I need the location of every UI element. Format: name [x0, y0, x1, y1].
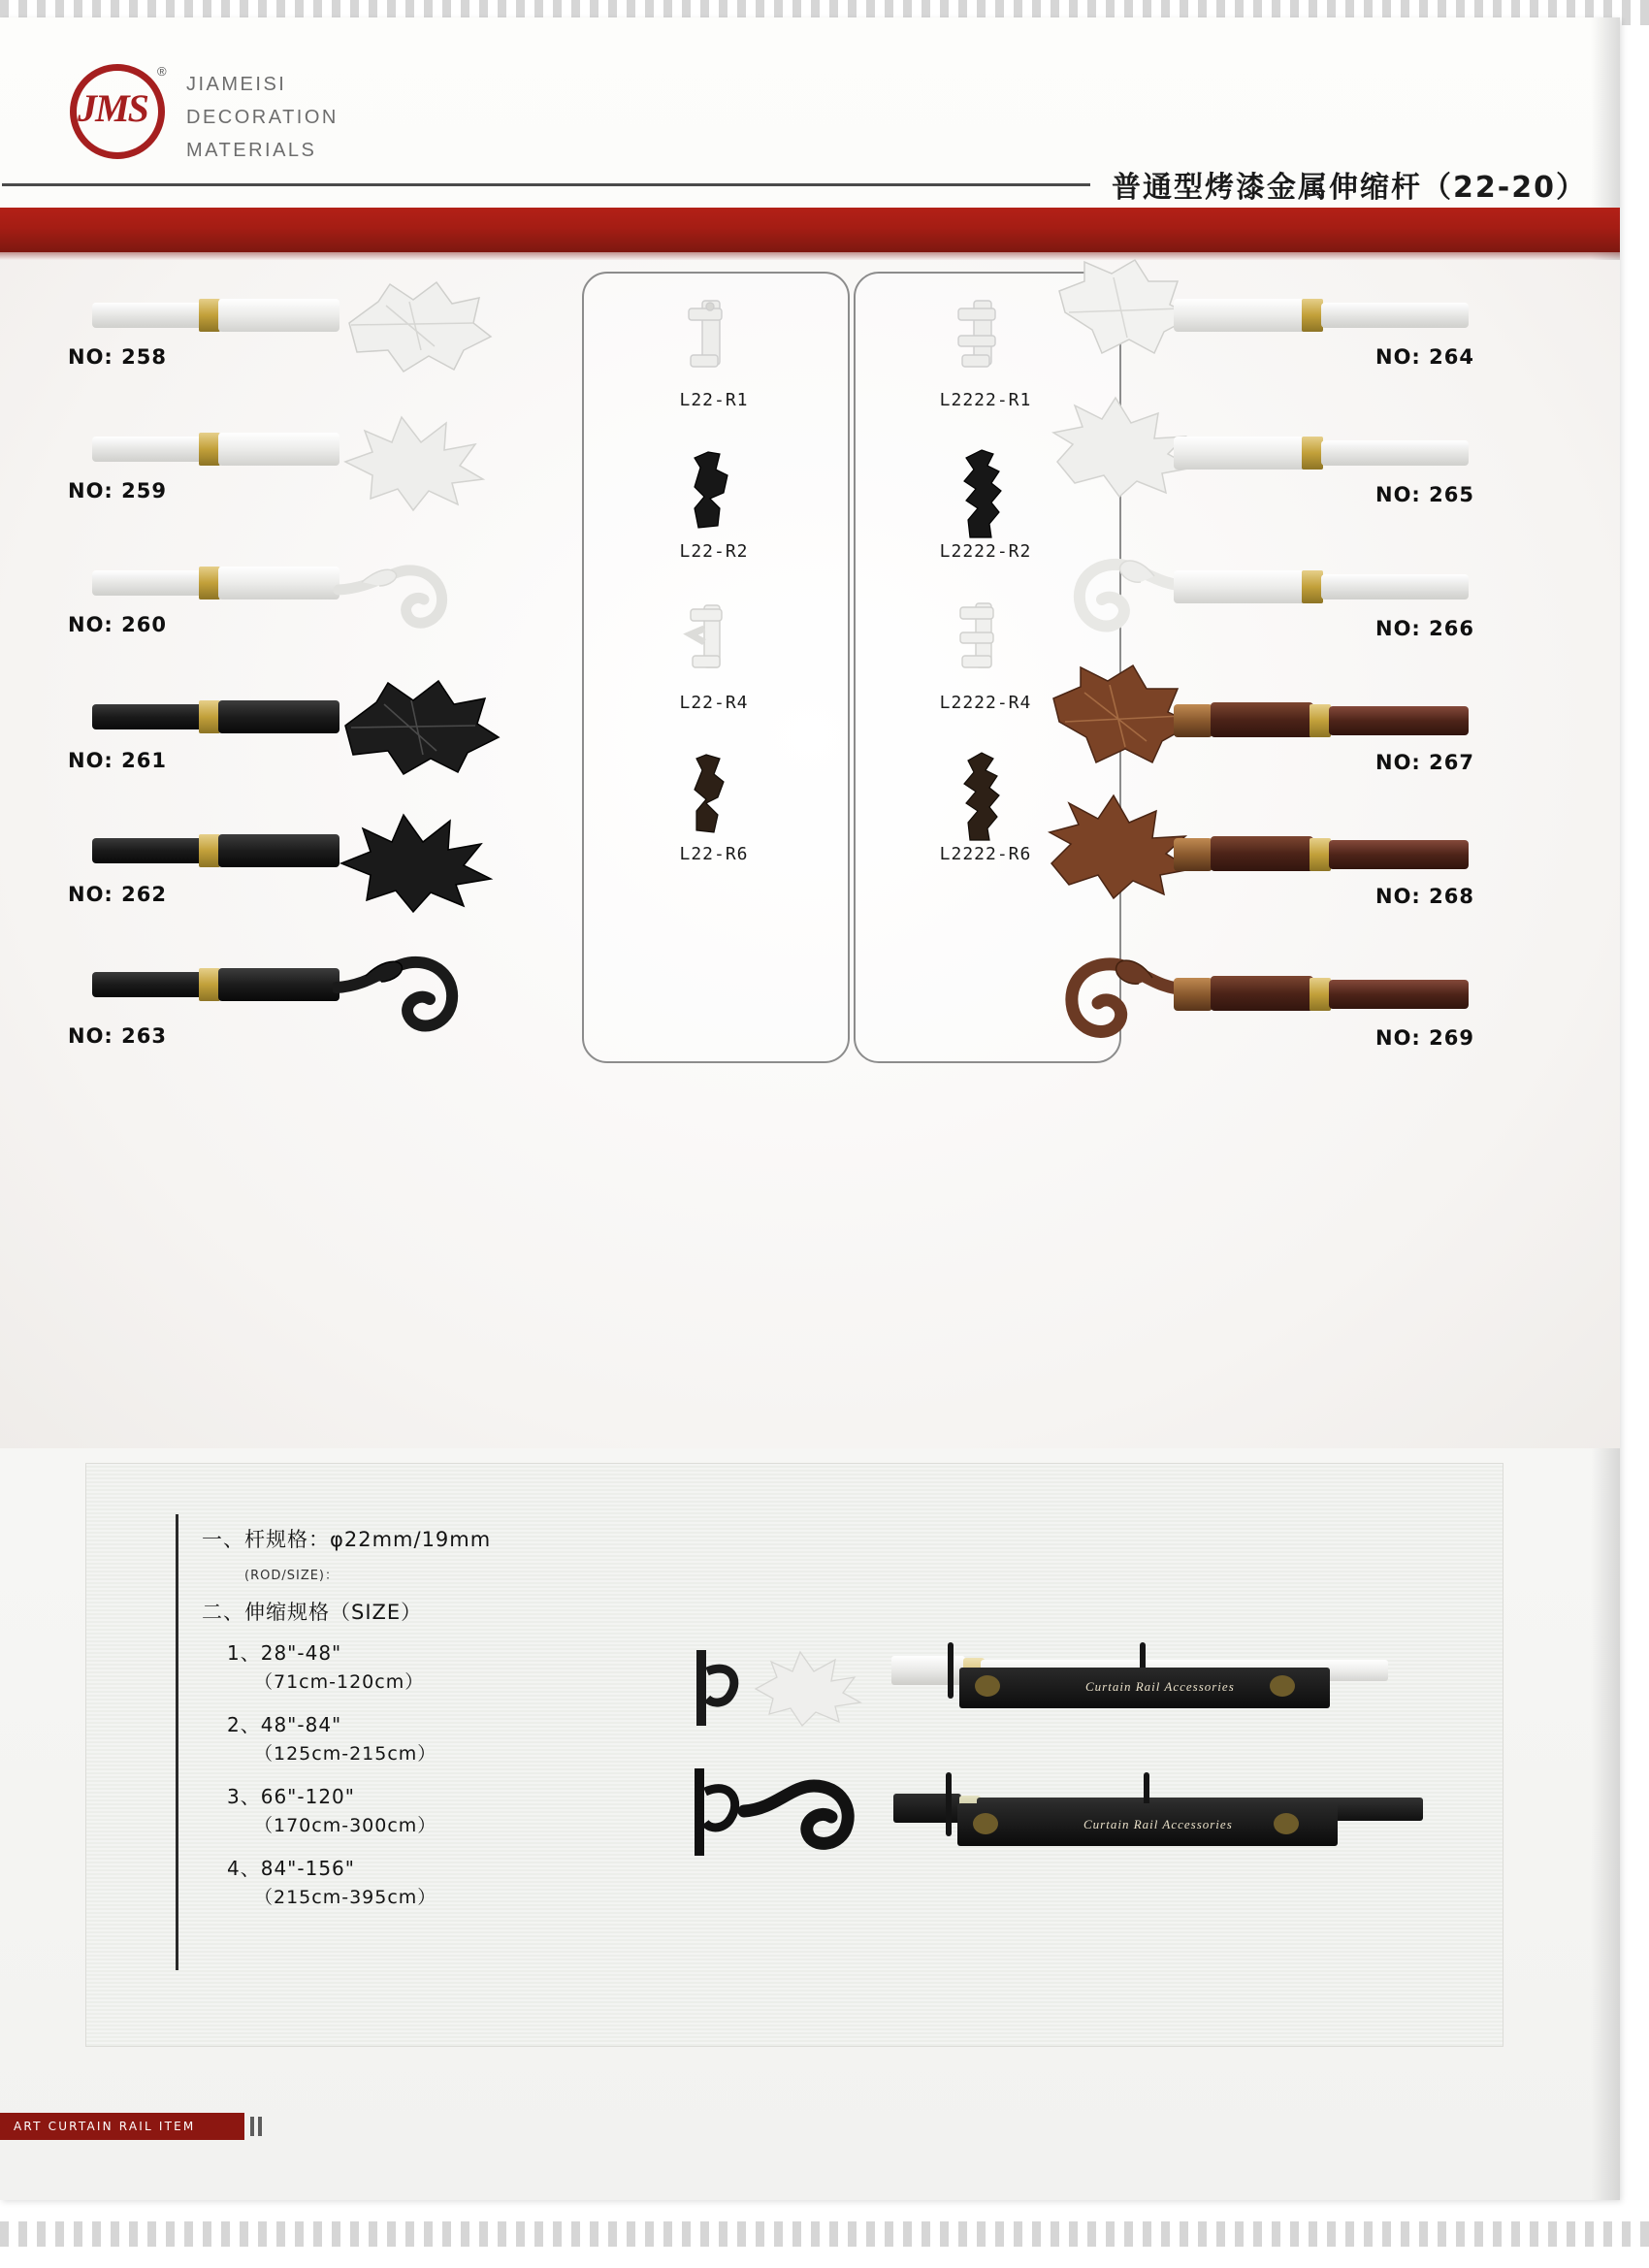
size-item-3-inch: 3、66"-120": [227, 1785, 355, 1808]
size-item-2-inch: 2、48"-84": [227, 1713, 342, 1736]
brand-name-line-1: JIAMEISI: [186, 74, 287, 95]
title-rule: [2, 183, 1090, 186]
specification-list: [176, 1514, 583, 1970]
page-header: [0, 17, 1620, 208]
brand-name-line-3: MATERIALS: [186, 140, 317, 161]
finial-scroll-hook-icon: [333, 543, 488, 650]
size-item-1-cm: （71cm-120cm）: [254, 1671, 425, 1693]
specification-panel: [85, 1463, 1504, 2047]
rod-spec-row: [202, 1524, 583, 1553]
rod-item-267: [1028, 658, 1552, 774]
bracket-item-l22-r2: [627, 448, 801, 562]
bracket-code-l2222-r6: L2222-R6: [939, 844, 1032, 864]
footer-tab: [0, 2113, 244, 2140]
logo-mark-icon: [68, 58, 177, 151]
logo-letters: JMS: [78, 86, 147, 130]
rod-item-259: [68, 404, 597, 510]
rod-label-269: NO: 269: [1375, 1026, 1474, 1050]
size-item-4-inch: 4、84"-156": [227, 1857, 355, 1880]
bracket-item-l22-r6: [627, 751, 801, 864]
finial-maple-leaf-icon: [328, 409, 502, 516]
bracket-code-l2222-r1: L2222-R1: [939, 390, 1032, 410]
bracket-art-l22-r1: [627, 297, 801, 390]
rod-label-264: NO: 264: [1375, 345, 1474, 369]
packaging-label-top: Curtain Rail Accessories: [1085, 1679, 1235, 1694]
bracket-item-l22-r4: [627, 599, 801, 713]
finial-maple-leaf-icon: [328, 809, 512, 918]
bracket-code-l2222-r4: L2222-R4: [939, 693, 1032, 713]
size-item-3-cm: （170cm-300cm）: [254, 1815, 437, 1836]
rod-label-268: NO: 268: [1375, 885, 1474, 908]
size-spec-heading: 二、伸缩规格（SIZE）: [202, 1601, 423, 1624]
rod-label-260: NO: 260: [68, 613, 167, 636]
size-item-2-cm: （125cm-215cm）: [254, 1743, 437, 1765]
finial-grape-leaf-icon: [328, 273, 502, 379]
page-title: 普通型烤漆金属伸缩杆（22-20）: [1112, 171, 1587, 205]
page-title-row: [2, 163, 1593, 206]
rod-spec-label: 一、杆规格：: [202, 1528, 330, 1551]
size-item-4-cm: （215cm-395cm）: [254, 1887, 437, 1908]
rod-label-262: NO: 262: [68, 883, 167, 906]
rod-item-268: [1028, 792, 1552, 908]
rod-item-258: [68, 270, 597, 376]
bracket-code-l22-r6: L22-R6: [679, 844, 749, 864]
rod-item-261: [68, 671, 597, 778]
brand-logo: [68, 58, 339, 167]
rod-item-266: [1028, 524, 1552, 640]
rod-label-265: NO: 265: [1375, 483, 1474, 506]
size-item-1-inch: 1、28"-48": [227, 1641, 342, 1665]
rod-label-259: NO: 259: [68, 479, 167, 502]
bracket-code-l2222-r2: L2222-R2: [939, 541, 1032, 562]
red-band: [0, 208, 1620, 252]
packaging-label-bottom: Curtain Rail Accessories: [1083, 1817, 1233, 1831]
packaged-white-finial-icon: [688, 1633, 921, 1749]
rod-label-267: NO: 267: [1375, 751, 1474, 774]
registered-mark: ®: [157, 64, 167, 79]
rod-item-269: [1028, 925, 1552, 1052]
bracket-art-l22-r4: [627, 599, 801, 693]
bracket-code-l22-r4: L22-R4: [679, 693, 749, 713]
rod-item-265: [1028, 390, 1552, 506]
bracket-code-l22-r2: L22-R2: [679, 541, 749, 562]
finial-grape-leaf-icon: [328, 673, 512, 782]
footer-bars-icon: [250, 2113, 275, 2140]
packaging-photo-white: [668, 1638, 1425, 1745]
bracket-art-l22-r2: [627, 448, 801, 541]
finial-scroll-hook-icon: [333, 939, 498, 1053]
bracket-art-l22-r6: [627, 751, 801, 844]
footer-tab-text: ART CURTAIN RAIL ITEM: [14, 2120, 196, 2133]
page-sheet: [0, 17, 1620, 2200]
bracket-item-l22-r1: [627, 297, 801, 410]
rod-spec-note: (ROD/SIZE)：: [244, 1569, 340, 1583]
brand-name-block: [186, 58, 339, 167]
bracket-code-l22-r1: L22-R1: [679, 390, 749, 410]
perforation-strip-bottom: [0, 2221, 1649, 2247]
rod-label-261: NO: 261: [68, 749, 167, 772]
packaging-photo-black: [668, 1765, 1473, 1871]
rod-label-263: NO: 263: [68, 1024, 167, 1048]
rod-item-262: [68, 805, 597, 912]
bracket-panel-l22: [582, 272, 850, 1063]
rod-item-263: [68, 939, 597, 1055]
rod-spec-value: φ22mm/19mm: [330, 1528, 492, 1551]
product-showcase: [0, 260, 1620, 1448]
brand-name-line-2: DECORATION: [186, 107, 339, 128]
rod-item-260: [68, 537, 597, 644]
rod-label-258: NO: 258: [68, 345, 167, 369]
rod-item-264: [1028, 252, 1552, 369]
rod-label-266: NO: 266: [1375, 617, 1474, 640]
